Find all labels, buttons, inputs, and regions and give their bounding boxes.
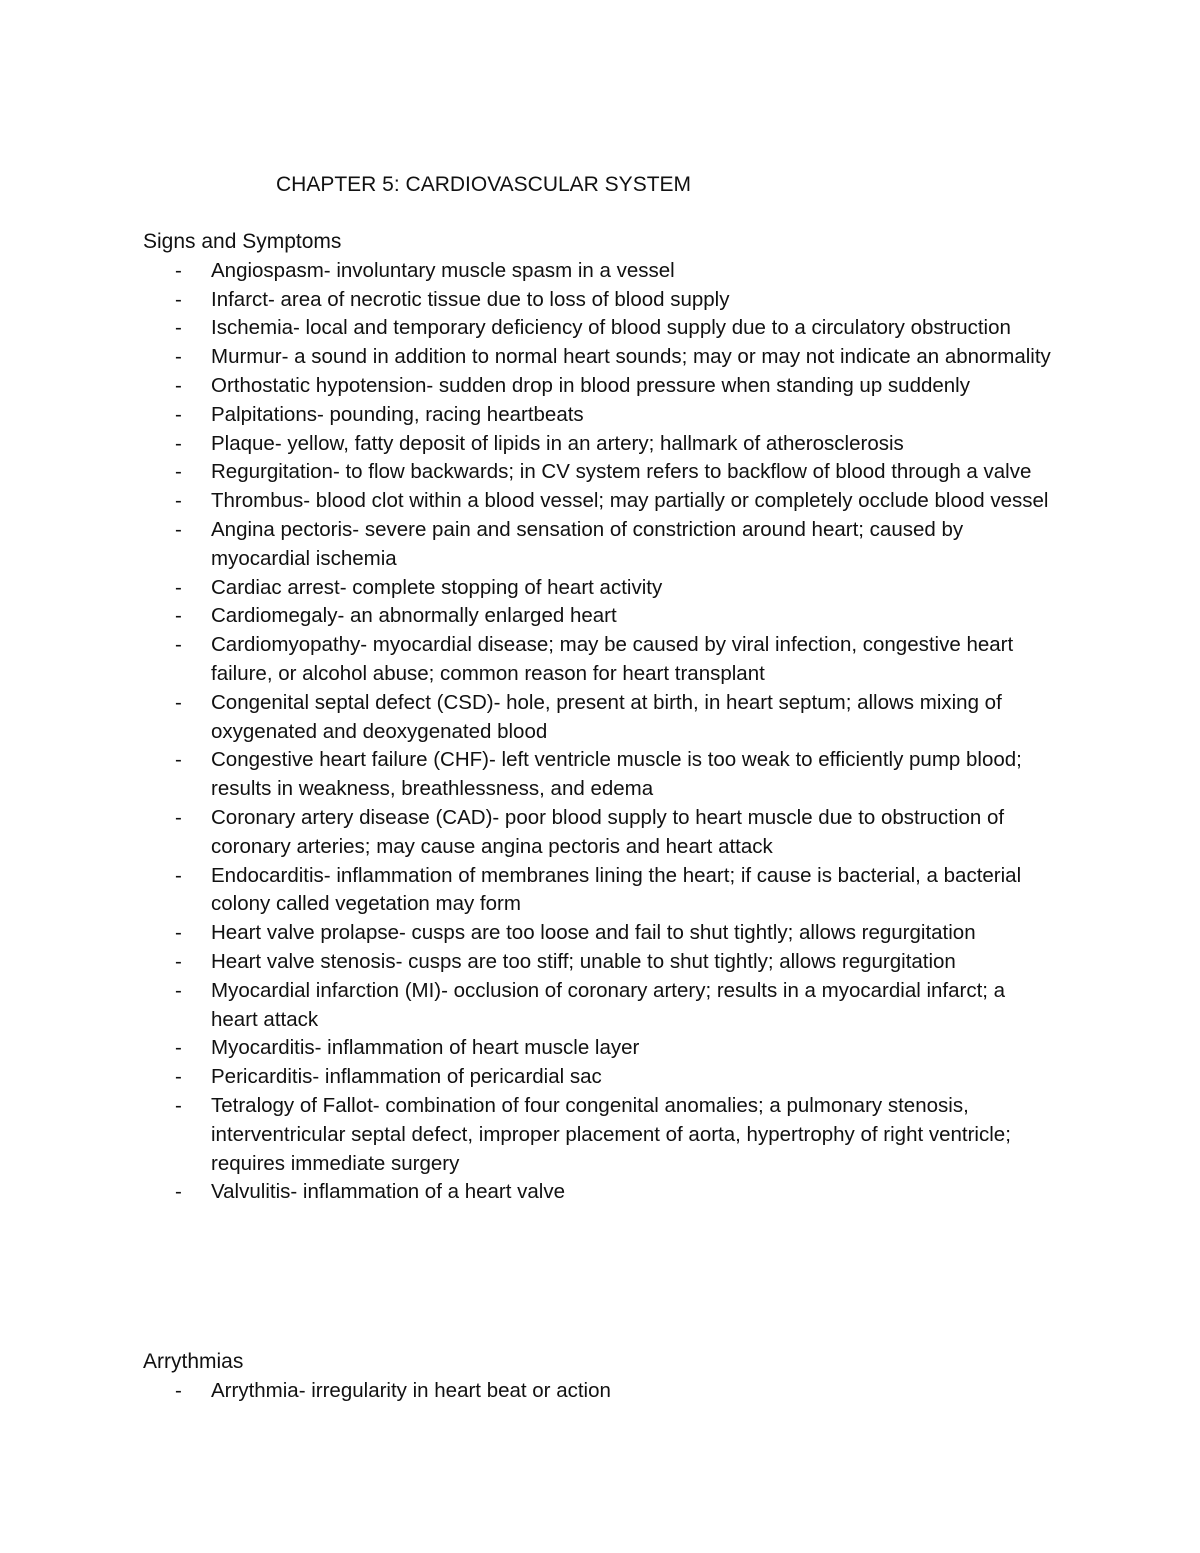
list-item [143,631,1051,689]
list-item-text: Congestive heart failure (CHF)- left ventricle muscle is too weak to efficiently pump blood; results in weakness, breathlessness, and edema [211,748,1022,801]
bullet-dash: - [175,1180,182,1204]
list-item-text: Ischemia- local and temporary deficiency of blood supply due to a circulatory obstruction [211,316,1011,340]
bullet-dash: - [175,373,182,397]
list-item-text: Murmur- a sound in addition to normal heart sounds; may or may not indicate an abnormality [211,345,1051,369]
list-item-text: Angiospasm- involuntary muscle spasm in a vessel [211,258,675,282]
section-arrythmias [143,1348,1103,1406]
list-item [143,1178,1051,1207]
list-item-text: Plaque- yellow, fatty deposit of lipids in an artery; hallmark of atherosclerosis [211,431,904,455]
section-signs-and-symptoms [143,228,1103,1207]
list-item-text: Cardiac arrest- complete stopping of heart activity [211,575,663,599]
list-item-text: Heart valve stenosis- cusps are too stiff; unable to shut tightly; allows regurgitation [211,949,956,973]
bullet-dash: - [175,1036,182,1060]
list-item-text: Myocardial infarction (MI)- occlusion of coronary artery; results in a myocardial infarct; a heart attack [211,978,1006,1031]
list-item [143,602,1051,631]
list-item-text: Angina pectoris- severe pain and sensation of constriction around heart; caused by myocardial ischemia [211,517,964,570]
list-item-text: Cardiomyopathy- myocardial disease; may be caused by viral infection, congestive heart failure, or alcohol abuse; common reason for heart transplant [211,633,1014,685]
bullet-dash: - [175,489,182,513]
bullet-dash: - [175,431,182,455]
list-item-text: Coronary artery disease (CAD)- poor blood supply to heart muscle due to obstruction of coronary arteries; may cause angina pectoris and heart attack [211,805,1005,858]
bullet-dash: - [175,805,182,829]
list-item-text: Endocarditis- inflammation of membranes lining the heart; if cause is bacterial, a bacterial colony called vegetation may form [211,863,1022,916]
list-item-text: Myocarditis- inflammation of heart muscle layer [211,1036,640,1060]
list-item-text: Pericarditis- inflammation of pericardial sac [211,1065,602,1089]
bullet-dash: - [175,1378,182,1402]
list-item-text: Heart valve prolapse- cusps are too loose and fail to shut tightly; allows regurgitation [211,921,976,945]
list-item [143,862,1051,920]
page-title: CHAPTER 5: CARDIOVASCULAR SYSTEM [276,173,692,196]
list-item [143,372,1051,401]
list-item [143,458,1051,487]
bullet-dash: - [175,345,182,369]
list-item [143,574,1051,603]
list-item-text: Regurgitation- to flow backwards; in CV system refers to backflow of blood through a valve [211,460,1032,484]
list-item [143,314,1051,343]
list-item [143,343,1051,372]
bullet-dash: - [175,604,182,628]
symptom-list [143,257,1103,1207]
list-item [143,516,1051,574]
list-item [143,977,1051,1035]
list-item-text: Palpitations- pounding, racing heartbeats [211,402,584,426]
list-item [143,1092,1051,1178]
list-item-text: Valvulitis- inflammation of a heart valve [211,1180,565,1204]
list-item [143,430,1051,459]
section-heading: Signs and Symptoms [143,230,342,253]
bullet-dash: - [175,748,182,772]
bullet-dash: - [175,863,182,887]
list-item [143,948,1051,977]
list-item-text: Arrythmia- irregularity in heart beat or action [211,1378,611,1402]
list-item [143,689,1051,747]
bullet-dash: - [175,258,182,282]
bullet-dash: - [175,1065,182,1089]
bullet-dash: - [175,978,182,1002]
list-item-text: Tetralogy of Fallot- combination of four congenital anomalies; a pulmonary stenosis, interventricular septal defect, improper placement of aorta, hypertrophy of right ventricle; requires immediate surgery [211,1093,1011,1175]
bullet-dash: - [175,287,182,311]
arrythmia-list [143,1377,1103,1406]
list-item [143,286,1051,315]
list-item [143,804,1051,862]
list-item-text: Orthostatic hypotension- sudden drop in blood pressure when standing up suddenly [211,373,970,397]
list-item [143,1377,1051,1406]
bullet-dash: - [175,316,182,340]
section-heading: Arrythmias [143,1350,244,1373]
bullet-dash: - [175,575,182,599]
list-item-text: Congenital septal defect (CSD)- hole, present at birth, in heart septum; allows mixing of oxygenated and deoxygenated blood [211,690,1002,743]
list-item [143,1034,1051,1063]
list-item-text: Cardiomegaly- an abnormally enlarged heart [211,604,617,628]
bullet-dash: - [175,949,182,973]
bullet-dash: - [175,690,182,714]
bullet-dash: - [175,402,182,426]
list-item [143,487,1051,516]
bullet-dash: - [175,1093,182,1117]
bullet-dash: - [175,517,182,541]
bullet-dash: - [175,633,182,657]
bullet-dash: - [175,460,182,484]
list-item-text: Thrombus- blood clot within a blood vessel; may partially or completely occlude blood vessel [211,489,1049,513]
bullet-dash: - [175,921,182,945]
list-item [143,919,1051,948]
list-item [143,746,1051,804]
list-item [143,257,1051,286]
list-item [143,1063,1051,1092]
list-item-text: Infarct- area of necrotic tissue due to loss of blood supply [211,287,730,311]
list-item [143,401,1051,430]
